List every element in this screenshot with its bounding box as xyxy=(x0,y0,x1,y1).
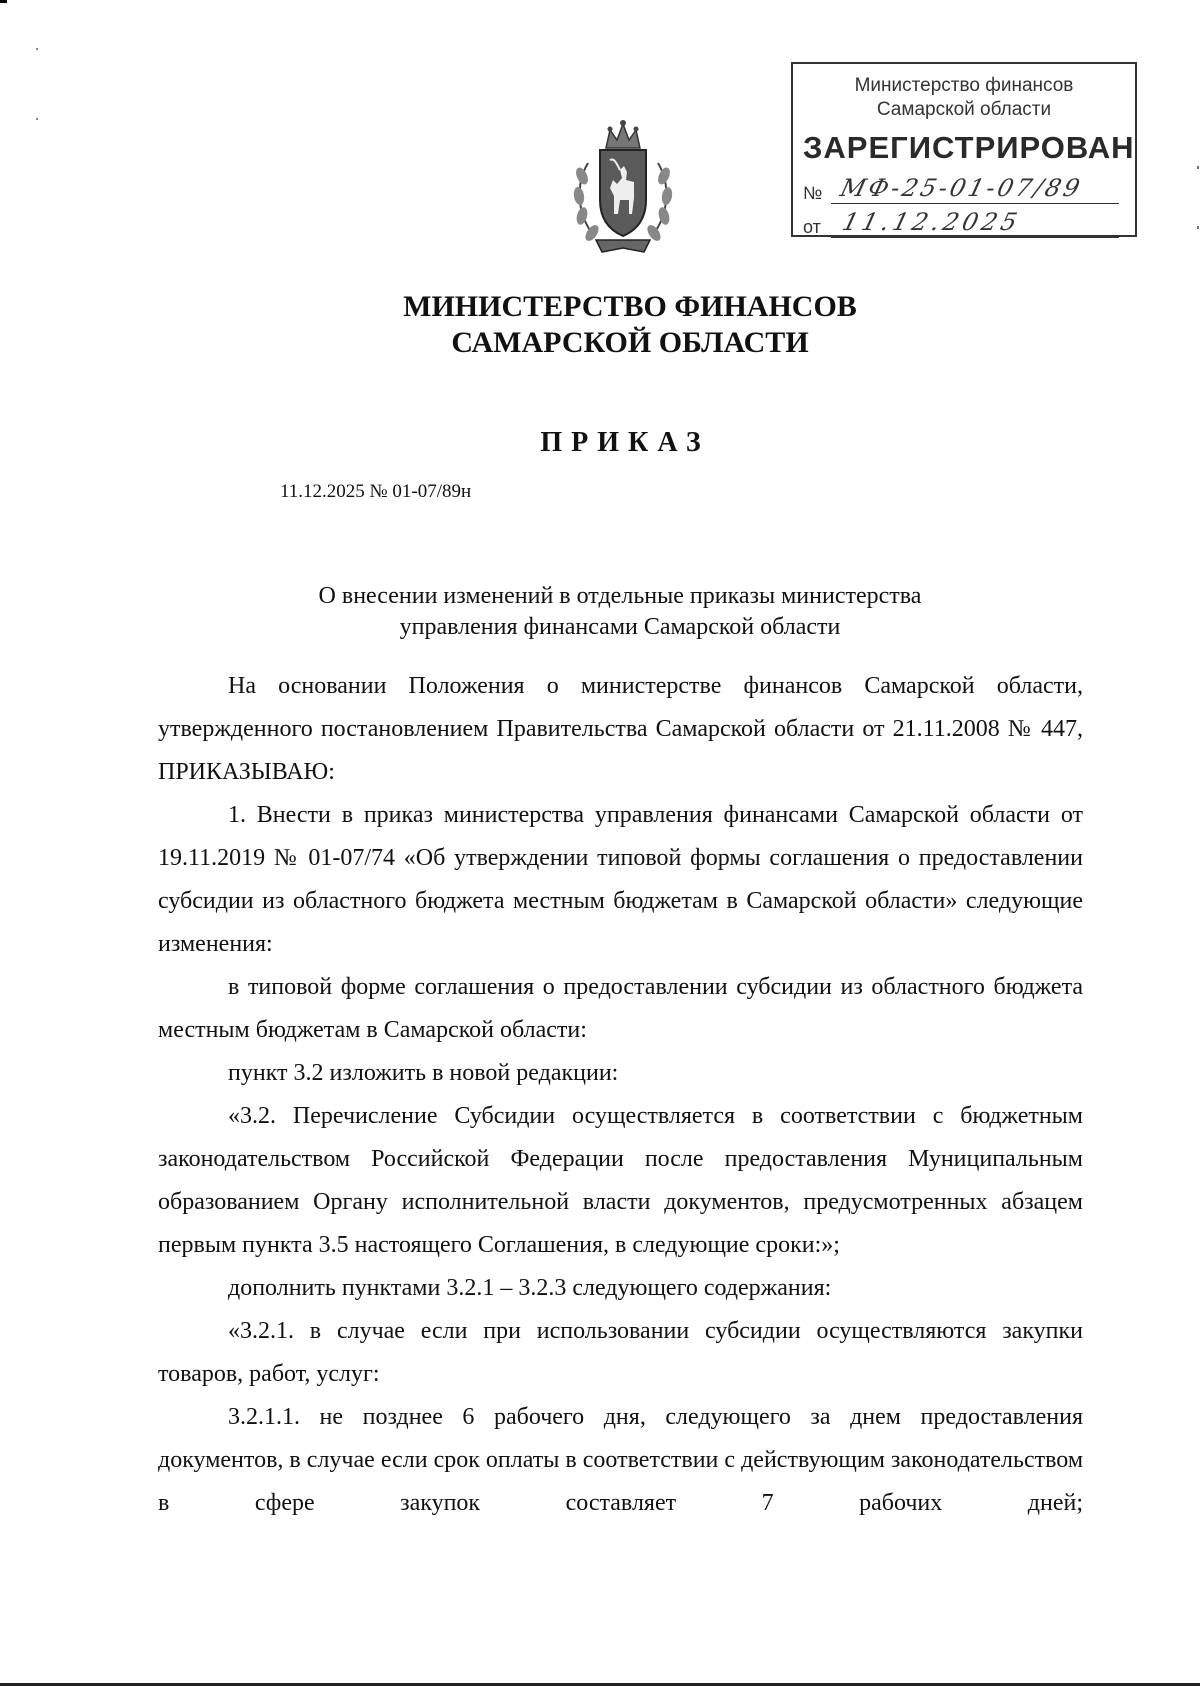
body-paragraph: 3.2.1.1. не позднее 6 рабочего дня, следующего за днем предоставления документов, в случае если срок оплаты в соответствии с действующим законодательством в сфере закупок составляет 7 рабочих дней; xyxy=(158,1404,1083,1516)
document-type-title: ПРИКАЗ xyxy=(540,427,710,458)
stamp-org-line: Министерство финансов xyxy=(854,75,1074,96)
stamp-number-label: № xyxy=(803,183,823,203)
ministry-title xyxy=(300,289,960,361)
body-paragraph: в типовой форме соглашения о предоставлении субсидии из областного бюджета местным бюджетам в Самарской области: xyxy=(158,974,1083,1043)
document-date-number: 11.12.2025 № 01-07/89н xyxy=(280,481,472,502)
scan-artifact xyxy=(0,0,7,3)
stamp-number-row xyxy=(803,174,1119,206)
stamp-org-line: Самарской области xyxy=(876,99,1052,120)
stamp-organization xyxy=(793,74,1135,122)
body-paragraph: «3.2.1. в случае если при использовании субсидии осуществляются закупки товаров, работ, услуг: xyxy=(158,1318,1083,1387)
scan-speck xyxy=(36,48,38,50)
subject-line: управления финансами Самарской области xyxy=(399,614,841,640)
stamp-number-value: МФ-25-01-07/89 xyxy=(837,174,1086,202)
document-subject xyxy=(230,581,1010,643)
stamp-date-row xyxy=(803,210,1119,240)
page-bottom-edge xyxy=(0,1683,1200,1686)
stamp-date-label: от xyxy=(803,217,821,237)
ministry-title-line: САМАРСКОЙ ОБЛАСТИ xyxy=(451,326,809,359)
registration-stamp xyxy=(791,62,1137,237)
body-paragraph: пункт 3.2 изложить в новой редакции: xyxy=(228,1060,619,1086)
scan-speck xyxy=(1197,226,1199,229)
stamp-date-line xyxy=(831,237,1119,238)
document-body xyxy=(158,665,1083,1525)
body-paragraph: дополнить пунктами 3.2.1 – 3.2.3 следующего содержания: xyxy=(228,1275,832,1301)
scan-speck xyxy=(1197,166,1199,169)
stamp-registered-label: ЗАРЕГИСТРИРОВАН xyxy=(803,130,1135,165)
body-paragraph: На основании Положения о министерстве финансов Самарской области, утвержденного постановлением Правительства Самарской области от 21.11.2008 № 447, ПРИКАЗЫВАЮ: xyxy=(158,673,1083,785)
coat-of-arms-emblem xyxy=(570,118,676,258)
subject-line: О внесении изменений в отдельные приказы министерства xyxy=(318,583,922,609)
body-paragraph: «3.2. Перечисление Субсидии осуществляется в соответствии с бюджетным законодательством Российской Федерации после предоставления Муниципальным образованием Органу исполнительной власти документов, предусмотренных абзацем первым пункта 3.5 настоящего Соглашения, в следующие сроки:»; xyxy=(158,1103,1083,1258)
stamp-date-value: 11.12.2025 xyxy=(839,208,1024,236)
ministry-title-line: МИНИСТЕРСТВО ФИНАНСОВ xyxy=(403,290,857,323)
scan-speck xyxy=(36,118,38,120)
body-paragraph: 1. Внести в приказ министерства управления финансами Самарской области от 19.11.2019 № 01-07/74 «Об утверждении типовой формы соглашения о предоставлении субсидии из областного бюджета местным бюджетам в Самарской области» следующие изменения: xyxy=(158,802,1083,957)
stamp-number-line xyxy=(831,203,1119,204)
